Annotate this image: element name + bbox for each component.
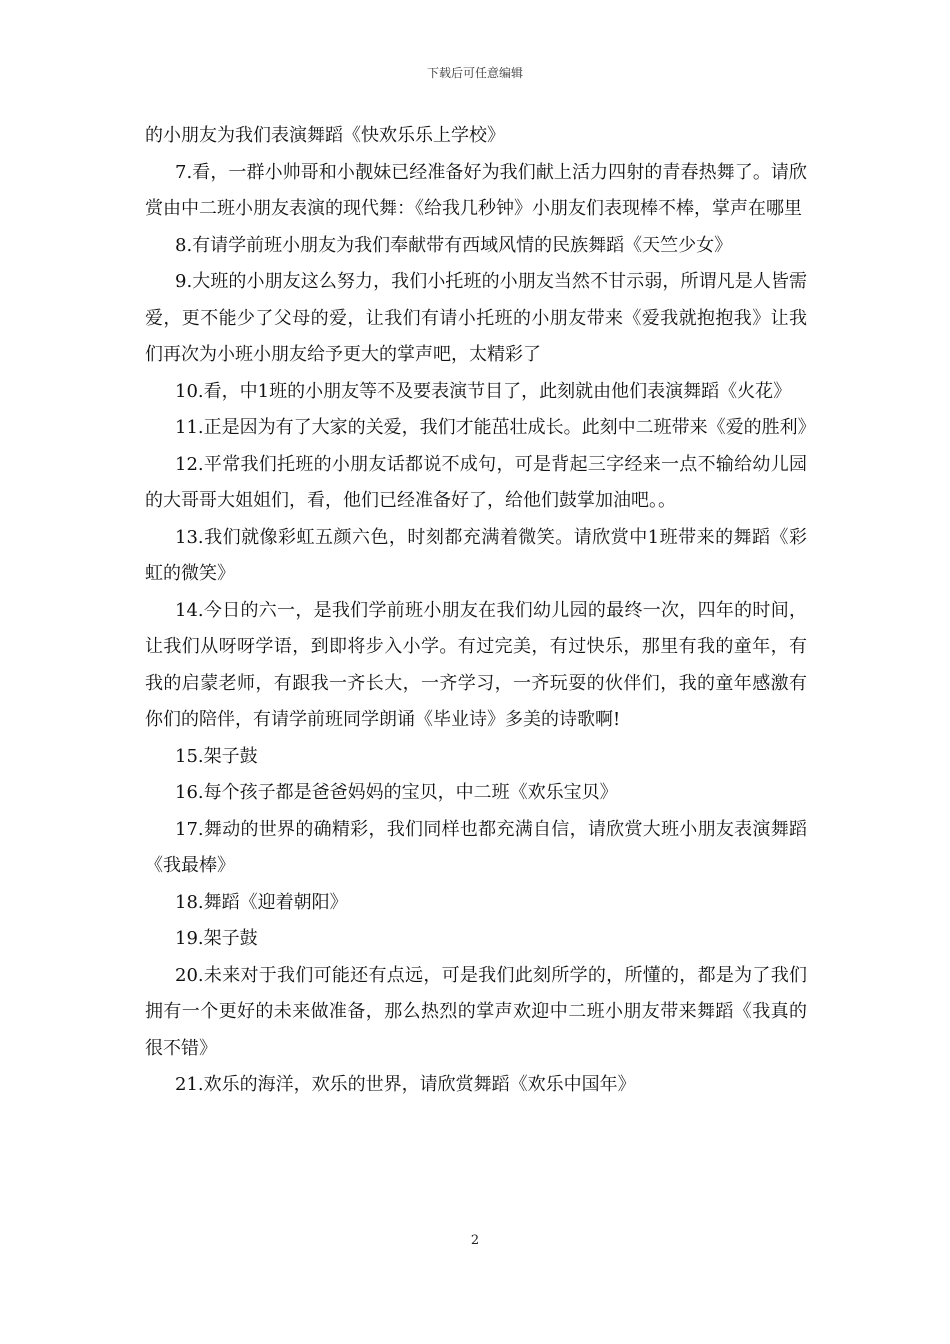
paragraph: 的小朋友为我们表演舞蹈《快欢乐乐上学校》 — [145, 125, 505, 146]
paragraph: 12.平常我们托班的小朋友话都说不成句，可是背起三字经来一点不输给幼儿园的大哥哥大姐姐们，看，他们已经准备好了，给他们鼓掌加油吧。。 — [145, 453, 807, 511]
paragraph: 9.大班的小朋友这么努力，我们小托班的小朋友当然不甘示弱，所谓凡是人皆需爱，更不能少了父母的爱，让我们有请小托班的小朋友带来《爱我就抱抱我》让我们再次为小班小朋友给予更大的掌声吧，太精彩了 — [145, 271, 807, 365]
page-number: 2 — [470, 1233, 480, 1248]
paragraph: 18.舞蹈《迎着朝阳》 — [175, 891, 348, 913]
paragraph: 16.每个孩子都是爸爸妈妈的宝贝，中二班《欢乐宝贝》 — [175, 782, 618, 803]
paragraph: 10.看，中1班的小朋友等不及要表演节目了，此刻就由他们表演舞蹈《火花》 — [175, 380, 792, 402]
paragraph: 8.有请学前班小朋友为我们奉献带有西域风情的民族舞蹈《天竺少女》 — [175, 234, 733, 256]
paragraph: 13.我们就像彩虹五颜六色，时刻都充满着微笑。请欣赏中1班带来的舞蹈《彩虹的微笑》 — [145, 526, 807, 584]
paragraph: 14.今日的六一，是我们学前班小朋友在我们幼儿园的最终一次，四年的时间，让我们从呀呀学语，到即将步入小学。有过完美，有过快乐，那里有我的童年，有我的启蒙老师，有跟我一齐长大，一齐学习，一齐玩耍的伙伴们，我的童年感激有你们的陪伴，有请学前班同学朗诵《毕业诗》多美的诗歌啊! — [145, 599, 807, 730]
page-header: 下载后可任意编辑 — [426, 66, 523, 80]
paragraph: 11.正是因为有了大家的关爱，我们才能茁壮成长。此刻中二班带来《爱的胜利》 — [175, 417, 816, 438]
document-body — [145, 118, 816, 1104]
paragraph: 7.看，一群小帅哥和小靓妹已经准备好为我们献上活力四射的青春热舞了。请欣赏由中二班小朋友表演的现代舞：《给我几秒钟》小朋友们表现棒不棒，掌声在哪里 — [145, 161, 807, 219]
paragraph: 17.舞动的世界的确精彩，我们同样也都充满自信，请欣赏大班小朋友表演舞蹈《我最棒》 — [145, 818, 807, 876]
paragraph: 15.架子鼓 — [175, 745, 258, 767]
paragraph: 20.未来对于我们可能还有点远，可是我们此刻所学的，所懂的，都是为了我们拥有一个更好的未来做准备，那么热烈的掌声欢迎中二班小朋友带来舞蹈《我真的很不错》 — [145, 964, 807, 1059]
paragraph: 19.架子鼓 — [175, 928, 258, 949]
paragraph: 21.欢乐的海洋，欢乐的世界，请欣赏舞蹈《欢乐中国年》 — [175, 1074, 636, 1095]
